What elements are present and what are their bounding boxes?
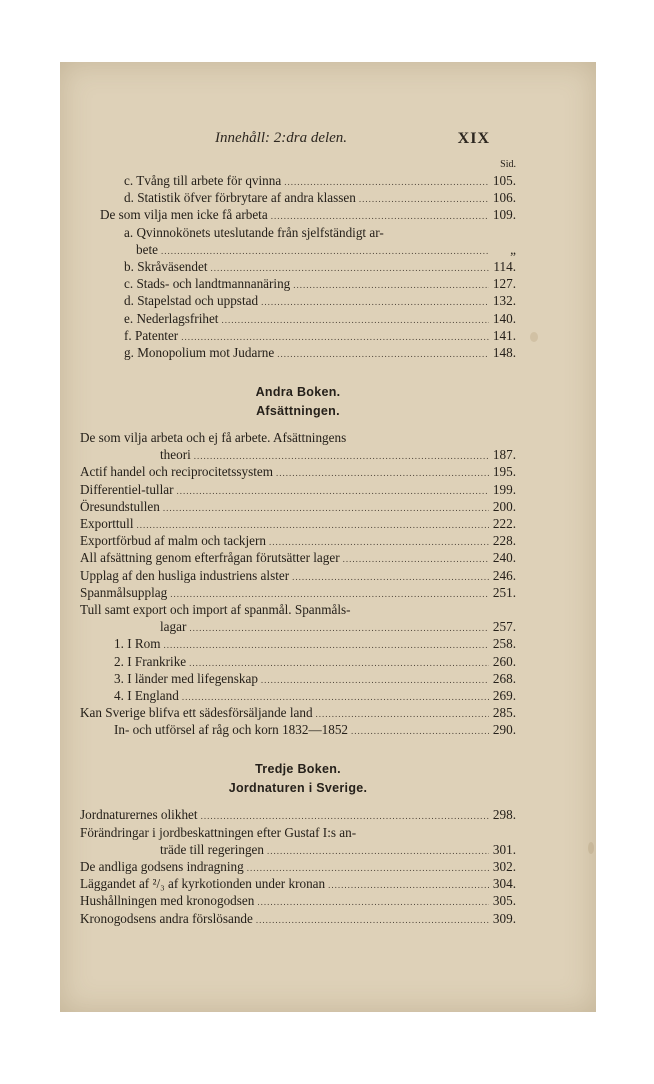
toc-entry — [80, 189, 516, 206]
toc-entry-title: theori — [160, 447, 191, 463]
leader-dots — [277, 346, 489, 363]
chapter-heading-3: Jordnaturen i Sverige. — [228, 781, 368, 796]
toc-entry-title: träde till regeringen — [160, 841, 264, 857]
toc-entry-title: a. Qvinnokönets uteslutande från sjelfständigt ar- — [124, 224, 384, 240]
toc-entry-title: De som vilja arbeta och ej få arbete. Afsättningens — [80, 430, 347, 446]
toc-entry-title: Läggandet af ²/₃ af kyrkotionden under kronan — [80, 876, 326, 892]
toc-entry-title: In- och utförsel af råg och korn 1832—1852 — [114, 722, 349, 738]
toc-entry-title: Exportförbud af malm och tackjern — [80, 533, 267, 549]
toc-entry-page: 285. — [492, 705, 516, 721]
toc-entry — [80, 463, 516, 480]
toc-entry-title: bete — [136, 241, 158, 257]
leader-dots — [276, 465, 489, 482]
leader-dots — [351, 723, 489, 740]
toc-entry-title: Förändringar i jordbeskattningen efter Gustaf I:s an- — [80, 824, 357, 840]
toc-entry-title: De som vilja men icke få arbeta — [100, 207, 268, 223]
toc-entry-title: c. Tvång till arbete för qvinna — [124, 173, 282, 188]
paper-stain — [588, 842, 594, 854]
leader-dots — [177, 483, 490, 500]
page-column-label: Sid. — [500, 159, 516, 170]
leader-dots — [293, 277, 489, 294]
toc-entry-page: 268. — [492, 670, 516, 686]
toc-entry — [80, 532, 516, 549]
toc-entry-title: e. Nederlagsfrihet — [124, 310, 219, 326]
toc-entry — [80, 721, 516, 738]
toc-entry — [80, 584, 516, 601]
toc-entry-title: d. Stapelstad och uppstad — [124, 293, 259, 309]
toc-entry-title: De andliga godsens indragning — [80, 859, 244, 874]
toc-entry — [80, 258, 516, 275]
toc-entry-title: 1. I Rom — [114, 636, 161, 652]
toc-entry-page: 257. — [492, 619, 516, 635]
book-heading-3: Tredje Boken. — [255, 762, 341, 777]
toc-entry — [80, 653, 516, 670]
leader-dots — [164, 637, 489, 654]
leader-dots — [267, 843, 489, 860]
toc-entry-page: 302. — [492, 859, 516, 874]
toc-entry — [80, 446, 516, 463]
toc-entry — [80, 515, 516, 532]
leader-dots — [163, 500, 489, 517]
toc-entry-page: 106. — [492, 190, 516, 206]
toc-entry-title: Tull samt export och import af spanmål. Spanmåls- — [80, 601, 351, 617]
toc-entry-title: g. Monopolium mot Judarne — [124, 344, 275, 360]
toc-entry-title: Upplag af den husliga industriens alster — [80, 567, 290, 583]
toc-entry-page: 304. — [492, 876, 516, 892]
toc-entry-title: Differentiel-tullar — [80, 481, 174, 497]
toc-entry-title: Exporttull — [80, 516, 134, 531]
toc-entry-page: 305. — [492, 893, 516, 909]
leader-dots — [261, 294, 489, 311]
toc-entry-title: f. Patenter — [124, 327, 179, 343]
toc-entry-page: 298. — [492, 807, 516, 823]
toc-entry-title: Öresundstullen — [80, 498, 160, 514]
leader-dots — [343, 551, 489, 568]
toc-entry-title: Hushållningen med kronogodsen — [80, 893, 255, 909]
leader-dots — [328, 877, 489, 894]
toc-entry-page: 114. — [493, 258, 516, 274]
toc-entry — [80, 892, 516, 909]
toc-entry-title: c. Stads- och landtmannanäring — [124, 276, 291, 292]
toc-entry-page: 251. — [492, 584, 516, 600]
toc-entry-page: 258. — [492, 636, 516, 652]
toc-entry-title: b. Skråväsendet — [124, 258, 208, 274]
toc-entry-page: 269. — [492, 687, 516, 703]
toc-entry — [80, 824, 516, 841]
toc-entry-page: 290. — [492, 722, 516, 738]
toc-section-1 — [80, 172, 516, 361]
toc-entry — [80, 292, 516, 309]
toc-entry-page: 200. — [492, 498, 516, 514]
leader-dots — [257, 894, 489, 911]
leader-dots — [359, 191, 489, 208]
toc-entry-title: All afsättning genom efterfrågan förutsätter lager — [80, 550, 340, 566]
toc-entry-page: 222. — [492, 516, 516, 531]
toc-entry-title: 4. I England — [114, 687, 179, 703]
leader-dots — [189, 620, 489, 637]
toc-entry — [80, 618, 516, 635]
toc-entry-title: Kan Sverige blifva ett sädesförsäljande land — [80, 705, 313, 721]
toc-entry — [80, 841, 516, 858]
toc-entry — [80, 910, 516, 927]
toc-entry — [80, 481, 516, 498]
toc-entry — [80, 875, 516, 892]
leader-dots — [271, 208, 489, 225]
toc-entry — [80, 172, 516, 189]
toc-entry-title: lagar — [160, 619, 187, 635]
book-page — [60, 62, 596, 1012]
toc-entry — [80, 635, 516, 652]
toc-entry-title: Kronogodsens andra förslösande — [80, 910, 253, 926]
table-of-contents — [80, 158, 516, 927]
toc-entry — [80, 206, 516, 223]
header-title: Innehåll: 2:dra delen. — [215, 130, 348, 146]
toc-entry-title: 3. I länder med lifegenskap — [114, 670, 258, 686]
toc-entry-page: 260. — [492, 653, 516, 669]
toc-entry-page: 132. — [492, 293, 516, 309]
toc-entry — [80, 310, 516, 327]
toc-entry — [80, 498, 516, 515]
leader-dots — [261, 672, 489, 689]
toc-entry-title: d. Statistik öfver förbrytare af andra klassen — [124, 190, 356, 206]
leader-dots — [292, 569, 489, 586]
toc-entry-page: 140. — [492, 310, 516, 326]
toc-entry-page: 246. — [492, 567, 516, 583]
toc-entry — [80, 567, 516, 584]
leader-dots — [256, 912, 489, 929]
toc-entry-title: Jordnaturernes olikhet — [80, 807, 198, 823]
toc-entry — [80, 704, 516, 721]
toc-entry-page: 141. — [492, 327, 516, 343]
toc-entry — [80, 687, 516, 704]
book-heading-2: Andra Boken. — [255, 385, 341, 400]
toc-entry-page: 105. — [492, 173, 516, 188]
toc-entry-page: 148. — [492, 344, 516, 360]
toc-entry-page: 228. — [492, 533, 516, 549]
toc-section-3 — [80, 806, 516, 926]
toc-entry — [80, 344, 516, 361]
toc-entry — [80, 241, 516, 258]
running-header — [60, 130, 596, 152]
toc-section-2 — [80, 429, 516, 738]
toc-entry — [80, 670, 516, 687]
leader-dots — [161, 243, 489, 260]
toc-entry — [80, 275, 516, 292]
toc-entry-page: 187. — [492, 447, 516, 463]
toc-entry — [80, 601, 516, 618]
toc-entry-page: 109. — [492, 207, 516, 223]
toc-entry — [80, 327, 516, 344]
toc-entry — [80, 806, 516, 823]
toc-entry — [80, 224, 516, 241]
toc-entry — [80, 429, 516, 446]
toc-entry-page: 127. — [492, 276, 516, 292]
toc-entry-title: 2. I Frankrike — [114, 653, 187, 669]
toc-entry-page: 309. — [492, 910, 516, 926]
toc-entry — [80, 858, 516, 875]
paper-stain — [530, 332, 538, 342]
toc-entry-page: 301. — [492, 841, 516, 857]
toc-entry-page: 195. — [492, 464, 516, 480]
toc-entry-title: Spanmålsupplag — [80, 584, 168, 600]
toc-entry-page: „ — [510, 241, 516, 257]
leader-dots — [221, 312, 489, 329]
chapter-heading-2: Afsättningen. — [256, 404, 340, 419]
toc-entry-page: 199. — [492, 481, 516, 497]
toc-entry-page: 240. — [492, 550, 516, 566]
toc-entry-title: Actif handel och reciprocitetssystem — [80, 464, 273, 480]
toc-entry — [80, 549, 516, 566]
header-page-number: XIX — [457, 130, 490, 147]
